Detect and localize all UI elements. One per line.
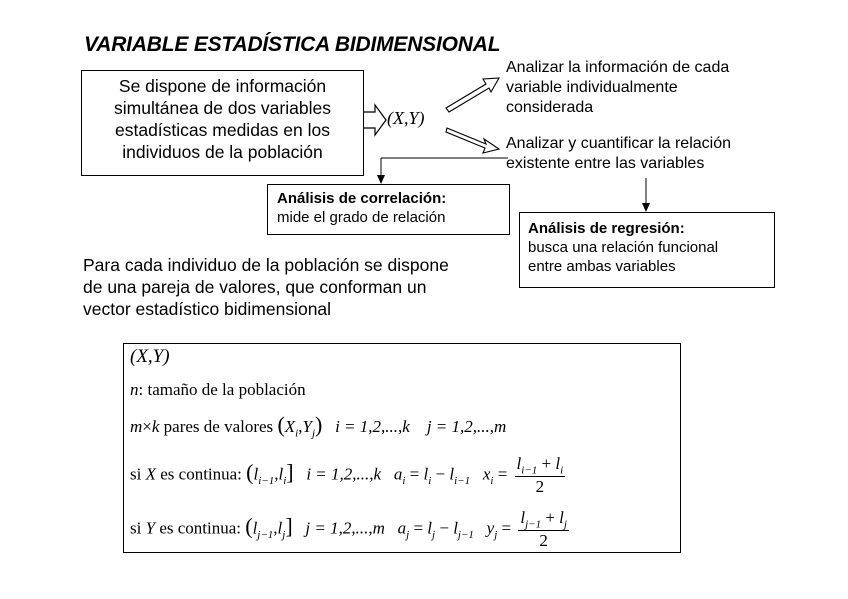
regression-line: busca una relación funcional xyxy=(528,239,719,256)
formula-box xyxy=(123,343,681,553)
down-right-arrow-icon xyxy=(446,128,499,153)
page-title: VARIABLE ESTADÍSTICA BIDIMENSIONAL xyxy=(84,33,501,56)
down-arrow-icon xyxy=(642,203,650,212)
formula-y-continuous: si Y es continua: $(l_{j-1},l_j]$ j = 1,2,...,m $a_j = l_j - l_{j-1}$ $y_j$ = $\frac{l_{j-1} + l_j}{2}$ xyxy=(130,508,567,551)
description-paragraph xyxy=(83,254,449,320)
paragraph-line: vector estadístico bidimensional xyxy=(83,299,332,319)
regression-heading: Análisis de regresión: xyxy=(528,220,685,237)
correlation-box xyxy=(267,184,510,235)
branch-bottom-text xyxy=(506,134,731,174)
intro-line: simultánea de dos variables xyxy=(114,98,331,118)
regression-line: entre ambas variables xyxy=(528,258,676,275)
branch-line: Analizar y cuantificar la relación xyxy=(506,135,731,152)
intro-line: individuos de la población xyxy=(122,142,323,162)
formula-pair: (X,Y) xyxy=(130,346,170,367)
intro-line: Se dispone de información xyxy=(118,76,327,96)
paragraph-line: Para cada individuo de la población se dispone xyxy=(83,255,449,275)
branch-line: existente entre las variables xyxy=(506,155,705,172)
branch-line: Analizar la información de cada xyxy=(506,59,730,76)
fraction: $\frac{l_{i-1} + l_i}{2}$ xyxy=(516,454,564,497)
formula-pairs: m×k pares de valores $(X_i,Y_j)$ i = 1,2,...,k j = 1,2,...,m xyxy=(130,412,507,440)
intro-line: estadísticas medidas en los xyxy=(115,120,330,140)
fraction: $\frac{l_{j-1} + l_j}{2}$ xyxy=(520,508,567,551)
right-arrow-icon xyxy=(364,105,386,135)
branch-line: variable individualmente xyxy=(506,79,678,96)
xy-label: (X,Y) xyxy=(387,108,425,128)
correlation-text: mide el grado de relación xyxy=(277,209,446,226)
branch-top-text xyxy=(506,58,729,118)
down-arrow-icon xyxy=(377,175,385,184)
regression-box xyxy=(519,212,775,288)
formula-sample-size: n: tamaño de la población xyxy=(130,380,306,399)
formula-x-continuous: si X es continua: $(l_{i-1},l_i]$ i = 1,2,...,k $a_i = l_i - l_{i-1}$ $x_i$ = $\frac{l_{i-1} + l_i}{2}$ xyxy=(130,454,564,497)
correlation-heading: Análisis de correlación: xyxy=(277,190,447,207)
branch-line: considerada xyxy=(506,99,594,116)
paragraph-line: de una pareja de valores, que conforman un xyxy=(83,277,427,297)
up-right-arrow-icon xyxy=(446,78,499,112)
